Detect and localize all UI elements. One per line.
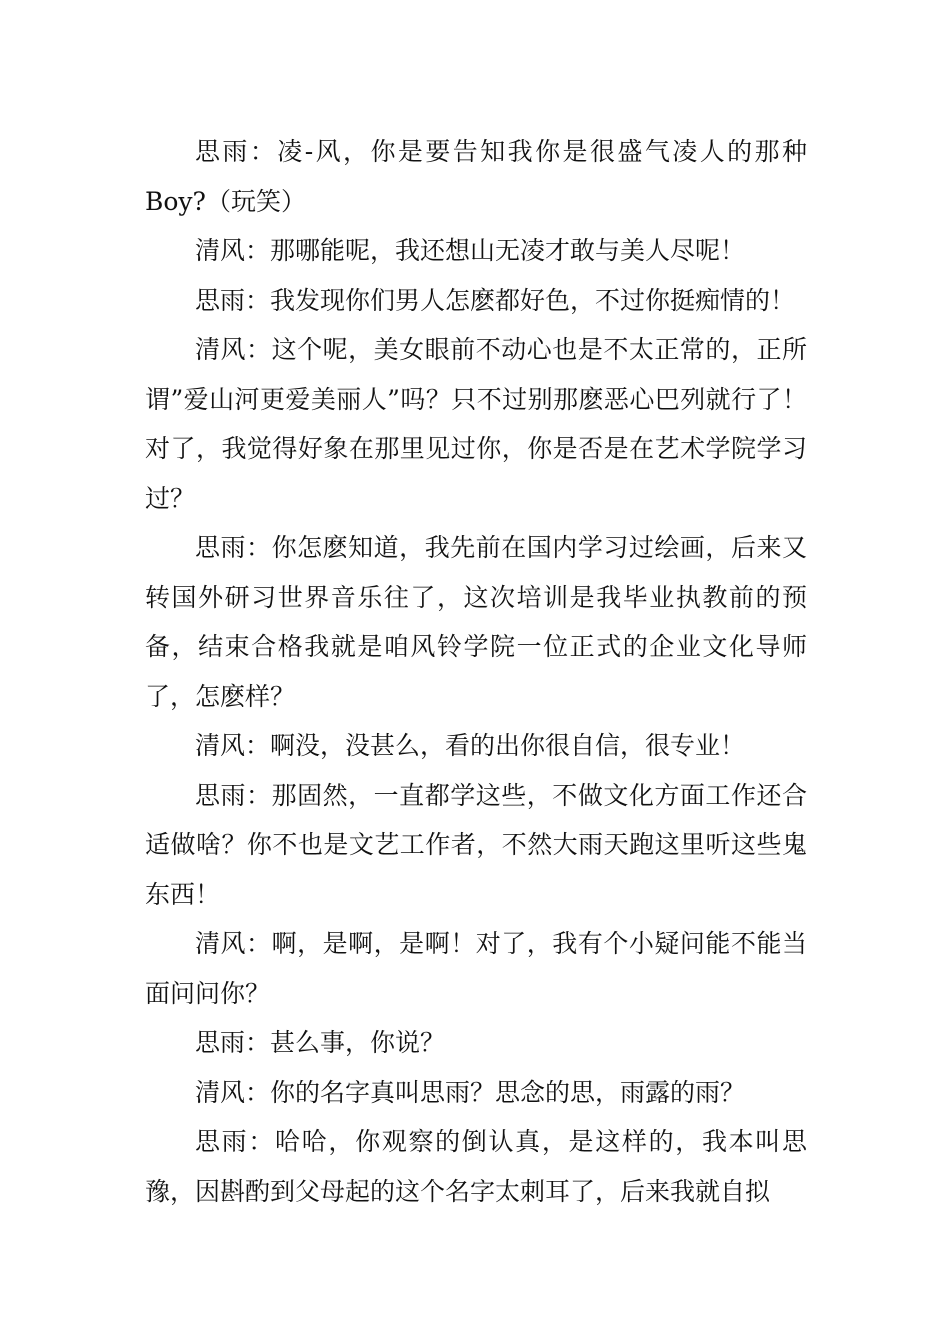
- paragraph: 思雨：甚么事，你说？: [195, 1028, 446, 1057]
- dialogue-body: [145, 127, 807, 1216]
- paragraph: 思雨：那固然，一直都学这些，不做文化方面工作还合适做啥？你不也是文艺工作者，不然大雨天跑这里听这些鬼东西！: [145, 780, 807, 909]
- paragraph: 清风：这个呢，美女眼前不动心也是不太正常的，正所谓”爱山河更爱美丽人”吗？只不过别那麽恶心巴列就行了！对了，我觉得好象在那里见过你，你是否是在艺术学院学习过？: [145, 335, 807, 513]
- paragraph: 思雨：我发现你们男人怎麽都好色，不过你挺痴情的！: [195, 285, 796, 315]
- paragraph: 清风：啊，是啊，是啊！对了，我有个小疑问能不能当面问问你？: [145, 929, 807, 1008]
- paragraph: 思雨：你怎麽知道，我先前在国内学习过绘画，后来又转国外研习世界音乐往了，这次培训是我毕业执教前的预备，结束合格我就是咱风铃学院一位正式的企业文化导师了，怎麽样？: [145, 533, 807, 711]
- paragraph: 清风：啊没，没甚么，看的出你很自信，很专业！: [195, 731, 746, 760]
- paragraph: 清风：那哪能呢，我还想山无凌才敢与美人尽呢！: [195, 236, 746, 265]
- paragraph: 思雨：凌-风，你是要告知我你是很盛气凌人的那种Boy?（玩笑）: [145, 137, 807, 216]
- paragraph: 清风：你的名字真叫思雨？思念的思，雨露的雨？: [195, 1077, 746, 1107]
- paragraph: 思雨：哈哈，你观察的倒认真，是这样的，我本叫思豫，因斟酌到父母起的这个名字太刺耳了，后来我就自拟: [145, 1127, 807, 1206]
